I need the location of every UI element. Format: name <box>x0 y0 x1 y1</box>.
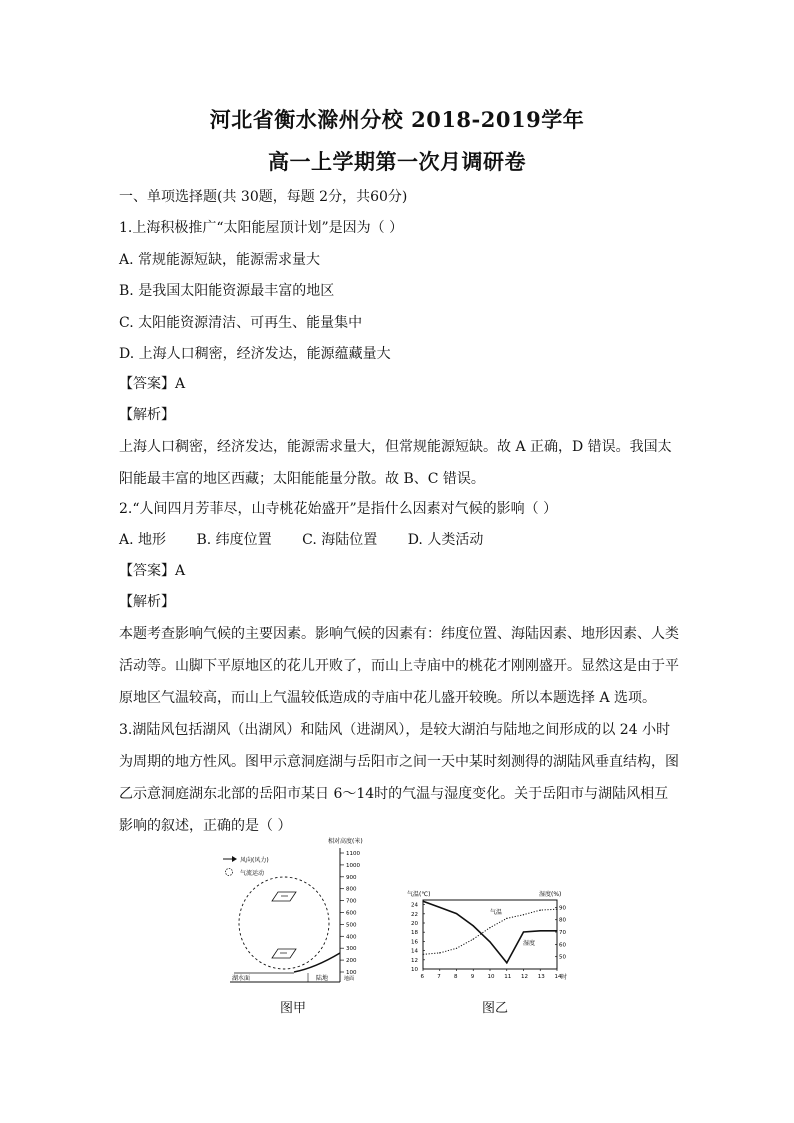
figb-point <box>540 930 541 931</box>
figa-land-surface <box>294 953 340 972</box>
figb-x-tick-label: 11 <box>504 974 512 980</box>
figb-left-title: 气温(℃) <box>407 891 431 898</box>
figb-x-tick-label: 12 <box>521 974 528 980</box>
figb-point <box>556 909 557 910</box>
q1-answer: 【答案】A <box>119 376 186 392</box>
figb-point <box>556 930 557 931</box>
figb-point <box>489 927 490 928</box>
q2-option-a: A. 地形 <box>119 532 167 548</box>
figb-x-tick-label: 6 <box>420 974 424 980</box>
figa-upper-plane <box>272 892 296 901</box>
figb-right-tick-label: 90 <box>559 905 566 912</box>
figure-a-diagram <box>220 835 370 987</box>
q2-stem: 2.“人间四月芳菲尽，山寺桃花始盛开”是指什么因素对气候的影响（ ） <box>119 501 558 517</box>
q1-analysis: 上海人口稠密，经济发达，能源需求量大，但常规能源短缺。故 A 正确，D 错误。我国太阳能最丰富的地区西藏；太阳能能量分散。故 B、C 错误。 <box>119 439 672 487</box>
figa-legend-2: 气流运动 <box>240 870 265 877</box>
figa-tick-label: 700 <box>346 898 357 905</box>
figa-tick-label: 400 <box>346 934 357 941</box>
figb-point <box>456 913 457 914</box>
figa-tick-label: 900 <box>346 874 357 881</box>
figb-left-tick-label: 18 <box>411 930 418 937</box>
figa-lower-plane <box>272 949 296 958</box>
q2-option-c: C. 海陆位置 <box>302 532 378 548</box>
figb-point <box>456 948 457 949</box>
figb-left-tick-label: 16 <box>411 939 418 946</box>
figb-x-tick-label: 9 <box>470 974 475 980</box>
figb-point <box>489 941 490 942</box>
figb-point <box>422 901 423 902</box>
q2-answer: 【答案】A <box>119 563 186 579</box>
figb-left-tick-label: 22 <box>411 911 418 918</box>
figb-right-tick-label: 70 <box>559 930 566 937</box>
figb-point <box>439 907 440 908</box>
q1-option-b: B. 是我国太阳能资源最丰富的地区 <box>119 283 335 299</box>
figa-bottom-right: 陆地 <box>316 975 329 982</box>
figb-humidity-label: 湿度 <box>523 940 536 947</box>
q2-options <box>119 530 509 550</box>
legend-wind-arrowhead-icon <box>232 856 237 862</box>
figb-x-tick-label: 14 <box>554 974 562 980</box>
figa-tick-label: 100 <box>346 970 357 976</box>
figa-bottom-left: 湖水面 <box>232 975 251 982</box>
figa-tick-label: 1000 <box>346 862 360 869</box>
figb-point <box>422 954 423 955</box>
q1-analysis-label: 【解析】 <box>119 407 175 423</box>
figb-point <box>473 939 474 940</box>
q2-analysis-label: 【解析】 <box>119 594 175 610</box>
figa-tick-label: 1100 <box>346 851 360 857</box>
figb-point <box>523 931 524 932</box>
figb-point <box>523 914 524 915</box>
q2-analysis: 本题考查影响气候的主要因素。影响气候的因素有：纬度位置、海陆因素、地形因素、人类活动等。山脚下平原地区的花儿开败了，而山上寺庙中的桃花才刚刚盛开。显然这是由于平原地区气温较高，而山上气温较低造成的寺庙中花儿盛开较晚。所以本题选择 A 选项。 <box>119 626 679 706</box>
figb-right-title: 湿度(%) <box>539 891 562 898</box>
q1-stem: 1.上海积极推广“太阳能屋顶计划”是因为（ ） <box>119 220 404 236</box>
figb-point <box>439 952 440 953</box>
figb-left-tick-label: 10 <box>411 967 418 973</box>
figb-x-tick-label: 8 <box>454 974 458 980</box>
q1-option-c: C. 太阳能资源清洁、可再生、能量集中 <box>119 315 363 331</box>
q1-option-d: D. 上海人口稠密，经济发达，能源蕴藏量大 <box>119 346 391 362</box>
figb-point <box>506 962 507 963</box>
section-heading: 一、单项选择题(共 30题，每题 2分，共60分) <box>119 189 408 205</box>
figb-point <box>506 918 507 919</box>
figb-x-tick-label: 7 <box>437 974 441 980</box>
q3-stem: 3.湖陆风包括湖风（出湖风）和陆风（进湖风），是较大湖泊与陆地之间形成的以 24 小时为周期的地方性风。图甲示意洞庭湖与岳阳市之间一天中某时刻测得的湖陆风垂直结构，图乙示意洞庭湖东北部的岳阳市某日 6～14时的气温与湿度变化。关于岳阳市与湖陆风相互影响的叙述，正确的是（ ） <box>119 722 679 834</box>
figa-legend-1: 风向(风力) <box>240 857 269 864</box>
q2-option-b: B. 纬度位置 <box>196 532 272 548</box>
figa-tick-label: 200 <box>346 958 357 965</box>
figa-y-ticks <box>340 851 360 976</box>
figb-right-tick-label: 60 <box>559 942 566 949</box>
figa-yaxis-title: 相对高度(米) <box>328 838 363 845</box>
figb-left-tick-label: 12 <box>411 957 418 964</box>
figb-x-tick-label: 13 <box>537 974 545 980</box>
figa-tick-label: 500 <box>346 922 357 929</box>
figb-x-tick-label: 10 <box>487 974 495 980</box>
figb-right-tick-label: 50 <box>559 954 566 961</box>
figa-tick-label: 600 <box>346 910 357 917</box>
figure-a-caption: 图甲 <box>280 1001 307 1016</box>
figb-left-tick-label: 20 <box>411 921 418 927</box>
figb-right-tick-label: 80 <box>559 917 566 924</box>
q2-option-d: D. 人类活动 <box>407 532 484 548</box>
figa-legend <box>223 856 269 877</box>
q1-option-a: A. 常规能源短缺，能源需求量大 <box>119 252 321 268</box>
figb-left-tick-label: 24 <box>411 902 418 909</box>
figure-b-caption: 图乙 <box>482 1001 509 1016</box>
figb-temp-label: 气温 <box>490 909 503 916</box>
figa-origin: 地面 <box>344 976 355 982</box>
figb-x-unit: 时 <box>561 974 568 981</box>
figb-point <box>540 910 541 911</box>
figa-tick-label: 800 <box>346 886 357 893</box>
figb-point <box>473 925 474 926</box>
doc-title-line1: 河北省衡水滁州分校 2018-2019学年 <box>209 107 585 132</box>
figa-tick-label: 300 <box>346 946 357 953</box>
figure-b-chart <box>405 888 575 984</box>
figb-left-tick-label: 14 <box>411 948 418 955</box>
legend-airflow-icon <box>226 869 233 876</box>
doc-title-line2: 高一上学期第一次月调研卷 <box>268 149 526 174</box>
